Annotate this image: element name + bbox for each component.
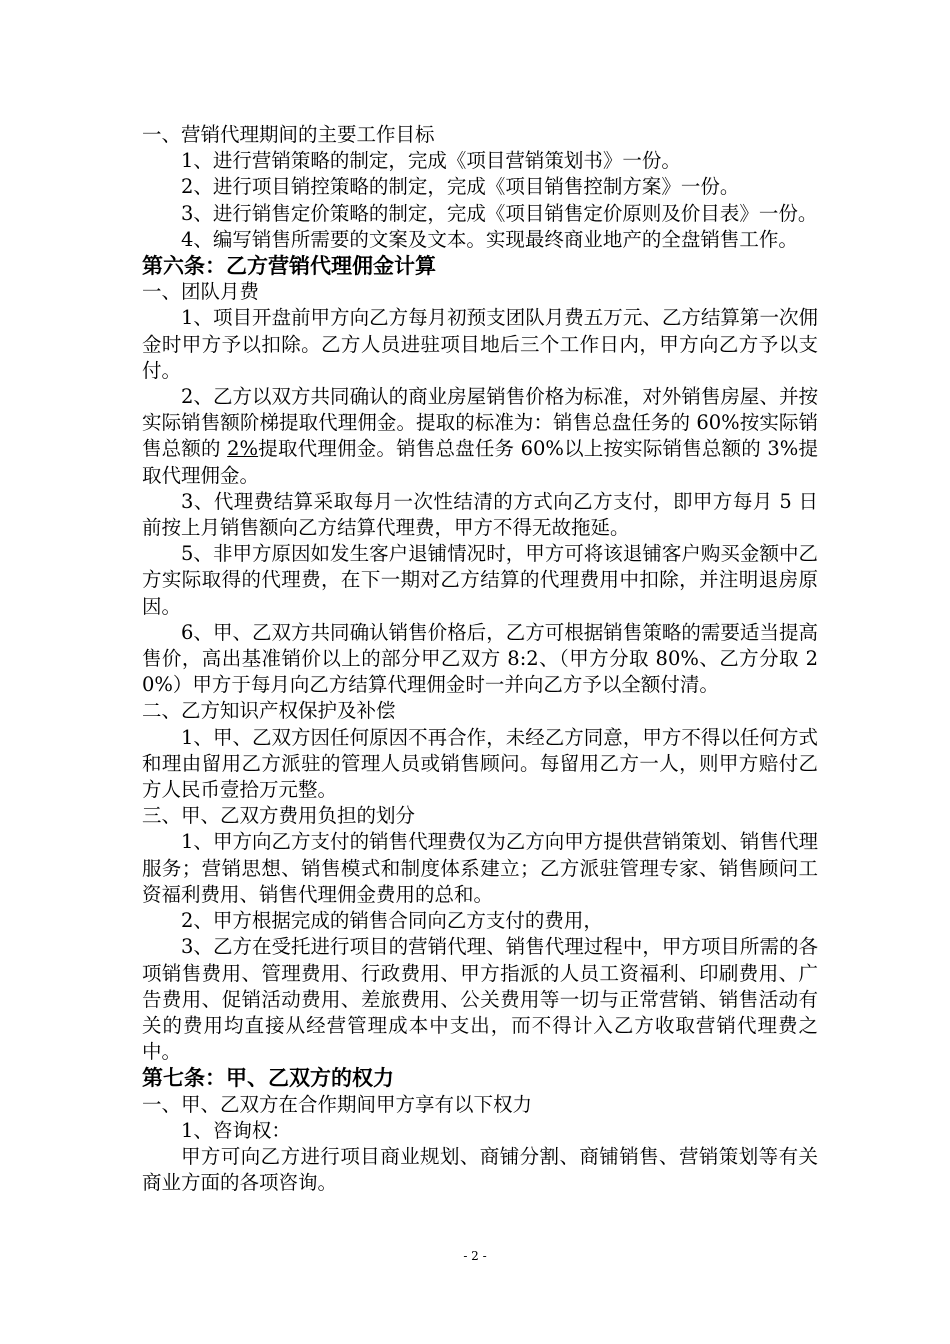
section-subheading: 一、营销代理期间的主要工作目标	[142, 123, 435, 146]
paragraph	[142, 384, 818, 489]
paragraph: 1、甲、乙双方因任何原因不再合作，未经乙方同意，甲方不得以任何方式和理由留用乙方派驻的管理人员或销售顾问。每留用乙方一人，则甲方赔付乙方人民币壹拾万元整。	[142, 725, 818, 802]
article-heading: 第七条：甲、乙双方的权力	[142, 1066, 394, 1091]
paragraph: 2、甲方根据完成的销售合同向乙方支付的费用，	[181, 909, 603, 933]
paragraph: 1、咨询权：	[181, 1118, 291, 1142]
paragraph: 3、乙方在受托进行项目的营销代理、销售代理过程中，甲方项目所需的各项销售费用、管理费用、行政费用、甲方指派的人员工资福利、印刷费用、广告费用、促销活动费用、差旅费用、公关费用等一切与正常营销、销售活动有关的费用均直接从经营管理成本中支出，而不得计入乙方收取营销代理费之中。	[142, 935, 818, 1064]
paragraph: 6、甲、乙双方共同确认销售价格后，乙方可根据销售策略的需要适当提高售价，高出基准销价以上的部分甲乙双方 8:2、（甲方分取 80%、乙方分取 20%）甲方于每月向乙方结算代理佣金时一并向乙方予以全额付清。	[142, 620, 818, 697]
section-subheading: 二、乙方知识产权保护及补偿	[142, 699, 396, 723]
paragraph: 3、代理费结算采取每月一次性结清的方式向乙方支付，即甲方每月 5 日前按上月销售额向乙方结算代理费，甲方不得无故拖延。	[142, 489, 818, 540]
paragraph: 3、进行销售定价策略的制定，完成《项目销售定价原则及价目表》一份。	[181, 201, 818, 225]
paragraph: 1、进行营销策略的制定，完成《项目营销策划书》一份。	[181, 149, 681, 173]
paragraph: 2、进行项目销控策略的制定，完成《项目销售控制方案》一份。	[181, 175, 740, 199]
section-subheading: 一、甲、乙双方在合作期间甲方享有以下权力	[142, 1092, 533, 1116]
paragraph: 1、项目开盘前甲方向乙方每月初预支团队月费五万元、乙方结算第一次佣金时甲方予以扣除。乙方人员进驻项目地后三个工作日内，甲方向乙方予以支付。	[142, 306, 818, 382]
paragraph: 5、非甲方原因如发生客户退铺情况时，甲方可将该退铺客户购买金额中乙方实际取得的代理费，在下一期对乙方结算的代理费用中扣除，并注明退房原因。	[142, 542, 818, 618]
paragraph-text: 提取代理佣金。销售总盘任务 60%以上按实际销售总额的 3%提取代理佣金。	[142, 437, 818, 487]
page-number: - 2 -	[463, 1249, 487, 1263]
article-heading: 第六条：乙方营销代理佣金计算	[142, 254, 436, 279]
section-subheading: 三、甲、乙双方费用负担的划分	[142, 804, 416, 828]
paragraph: 4、编写销售所需要的文案及文本。实现最终商业地产的全盘销售工作。	[181, 227, 798, 251]
paragraph-text: 2、乙方以双方共同确认的商业房屋销售价格为标准，对外销售房屋、并按实际销售额阶梯提取代理佣金。提取的标准为：销售总盘任务的 60%按实际销售总额的	[142, 385, 818, 461]
paragraph: 甲方可向乙方进行项目商业规划、商铺分割、商铺销售、营销策划等有关商业方面的各项咨询。	[142, 1144, 818, 1195]
section-subheading: 一、团队月费	[142, 280, 260, 304]
paragraph: 1、甲方向乙方支付的销售代理费仅为乙方向甲方提供营销策划、销售代理服务；营销思想、销售模式和制度体系建立；乙方派驻管理专家、销售顾问工资福利费用、销售代理佣金费用的总和。	[142, 830, 818, 906]
document-body	[142, 122, 818, 1196]
underlined-rate: 2%	[227, 437, 259, 461]
